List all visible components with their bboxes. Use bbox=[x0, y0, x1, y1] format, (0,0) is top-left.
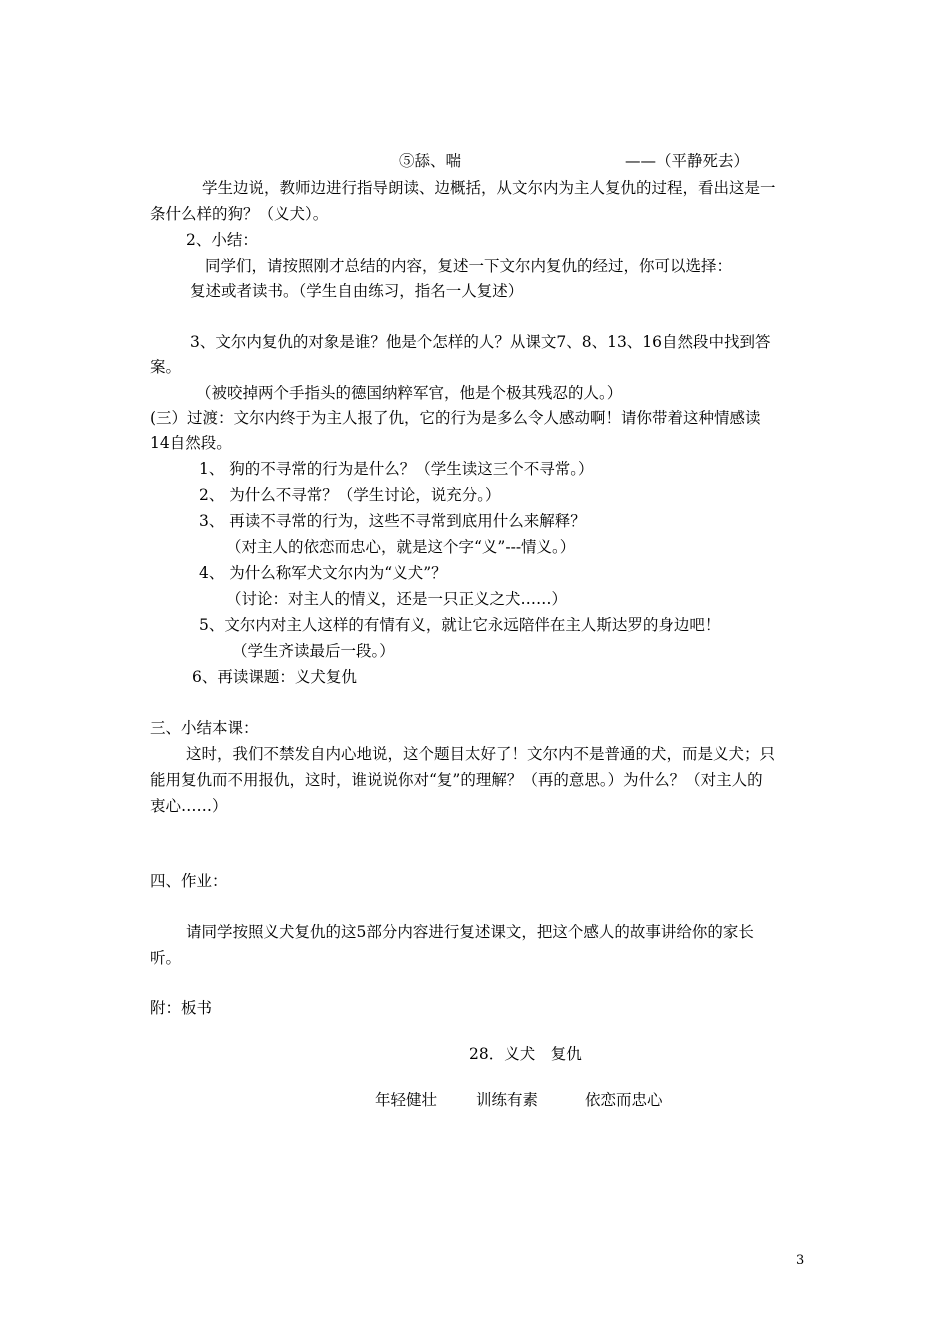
summary-line-2: 复述或者读书。（学生自由练习，指名一人复述） bbox=[190, 282, 524, 300]
board-item-2: 训练有素 bbox=[476, 1091, 539, 1109]
question3-answer: （被咬掉两个手指头的德国纳粹军官，他是个极其残忍的人。） bbox=[196, 384, 623, 402]
teacher-paragraph-line-1: 学生边说，教师边进行指导朗读、边概括，从文尔内为主人复仇的过程，看出这是一 bbox=[202, 179, 776, 197]
board-item-1: 年轻健壮 bbox=[375, 1091, 438, 1109]
section4-title: 四、作业： bbox=[150, 872, 228, 890]
appendix-title: 附：板书 bbox=[150, 999, 213, 1017]
task-3: 3、 再读不寻常的行为，这些不寻常到底用什么来解释？ bbox=[199, 512, 586, 530]
question3-line-1: 3、文尔内复仇的对象是谁？他是个怎样的人？从课文7、8、13、16自然段中找到答 bbox=[190, 333, 771, 351]
section3-line-2: 能用复仇而不用报仇，这时，谁说说你对“复”的理解？（再的意思。）为什么？（对主人的 bbox=[150, 771, 763, 789]
task-4-answer: （讨论：对主人的情义，还是一只正义之犬……） bbox=[226, 590, 568, 608]
task-5: 5、文尔内对主人这样的有情有义，就让它永远陪伴在主人斯达罗的身边吧！ bbox=[199, 616, 721, 634]
homework-line-2: 听。 bbox=[150, 949, 182, 967]
task-4: 4、 为什么称军犬文尔内为“义犬”？ bbox=[199, 564, 447, 582]
board-item-3: 依恋而忠心 bbox=[585, 1091, 663, 1109]
section3-line-3: 衷心……） bbox=[150, 797, 228, 815]
question3-line-2: 案。 bbox=[150, 358, 182, 376]
task-6: 6、再读课题：义犬复仇 bbox=[192, 668, 357, 686]
step5-result: ——（平静死去） bbox=[625, 152, 750, 170]
teacher-paragraph-line-2: 条什么样的狗？（义犬）。 bbox=[150, 205, 329, 223]
task-1: 1、 狗的不寻常的行为是什么？（学生读这三个不寻常。） bbox=[199, 460, 594, 478]
homework-line-1: 请同学按照义犬复仇的这5部分内容进行复述课文，把这个感人的故事讲给你的家长 bbox=[186, 923, 754, 941]
transition-line-1: (三）过渡：文尔内终于为主人报了仇，它的行为是多么令人感动啊！请你带着这种情感读 bbox=[150, 409, 761, 427]
page-number: 3 bbox=[796, 1253, 805, 1268]
board-title: 28．义犬 复仇 bbox=[469, 1045, 582, 1063]
section3-title: 三、小结本课： bbox=[150, 719, 259, 737]
task-5-answer: （学生齐读最后一段。） bbox=[232, 642, 395, 660]
step5-label: ⑤舔、喘 bbox=[399, 152, 462, 170]
summary-heading: 2、小结： bbox=[186, 231, 258, 249]
task-2: 2、 为什么不寻常？（学生讨论，说充分。） bbox=[199, 486, 501, 504]
summary-line-1: 同学们，请按照刚才总结的内容，复述一下文尔内复仇的经过，你可以选择： bbox=[205, 257, 733, 275]
section3-line-1: 这时，我们不禁发自内心地说，这个题目太好了！文尔内不是普通的犬，而是义犬；只 bbox=[186, 745, 776, 763]
transition-line-2: 14自然段。 bbox=[150, 434, 232, 452]
task-3-answer: （对主人的依恋而忠心，就是这个字“义”---情义。） bbox=[226, 538, 576, 556]
